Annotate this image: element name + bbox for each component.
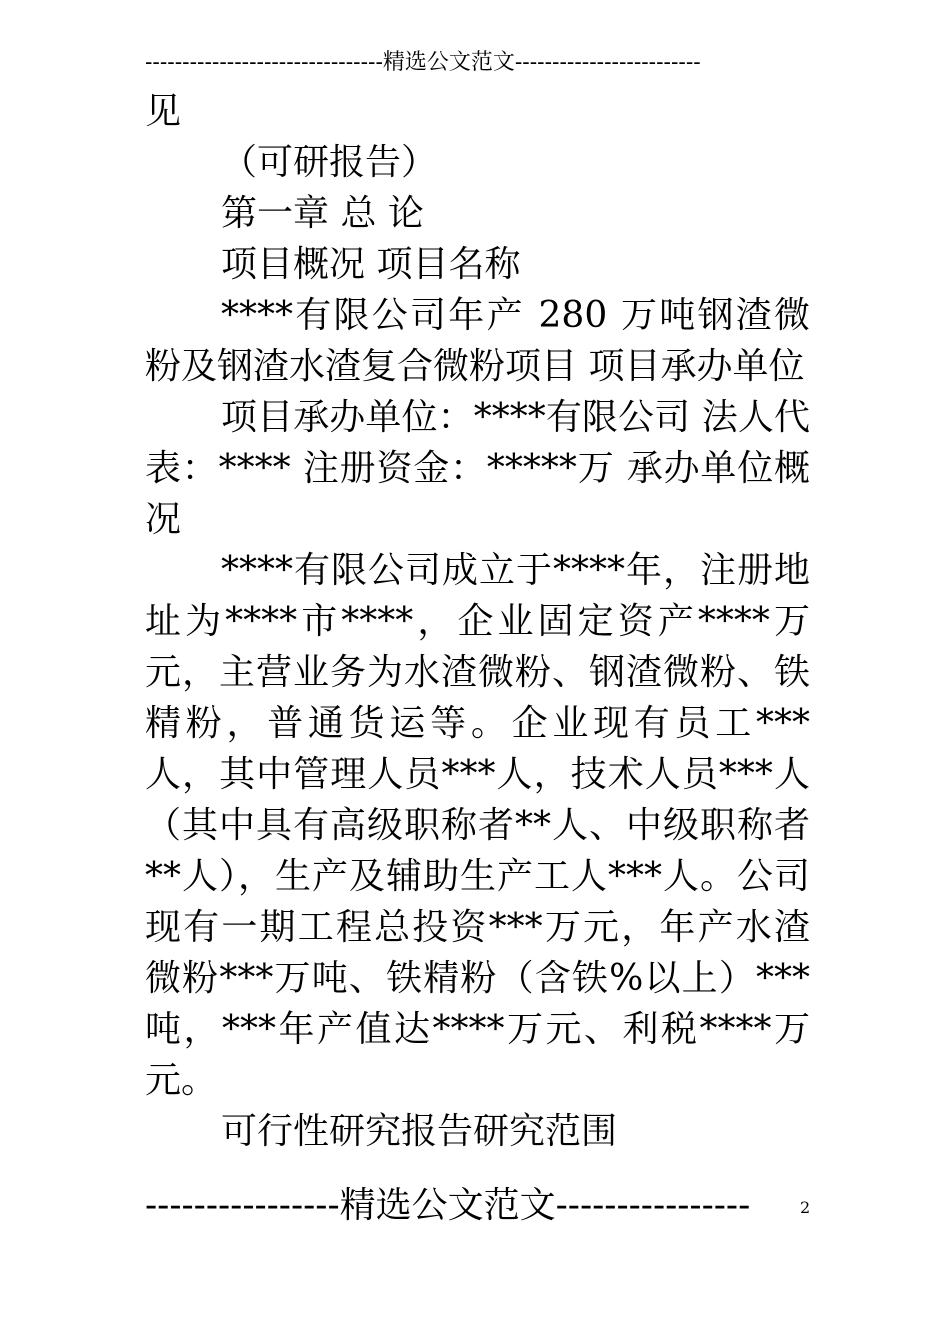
report-type-line: （可研报告）: [221, 142, 438, 183]
page-number: 2: [800, 1198, 811, 1217]
section-heading: 项目概况 项目名称: [221, 244, 521, 285]
page-footer: ----------------精选公文范文----------------: [145, 1185, 751, 1226]
project-name-paragraph: ****有限公司年产 280 万吨钢渣微粉及钢渣水渣复合微粉项目 项目承办单位: [145, 295, 810, 387]
research-scope-heading: 可行性研究报告研究范围: [221, 1111, 618, 1152]
company-overview-paragraph: ****有限公司成立于****年，注册地址为****市****，企业固定资产****万元，主营业务为水渣微粉、钢渣微粉、铁精粉，普通货运等。企业现有员工***人，其中管理人员***人，技术人员***人（其中具有高级职称者**人、中级职称者**人），生产及辅助生产工人***人。公司现有一期工程总投资***万元，年产水渣微粉***万吨、铁精粉（含铁%以上）***吨，***年产值达****万元、利税****万元。: [145, 550, 810, 1101]
document-body: [145, 86, 810, 1157]
text-line-continuation: 见: [145, 91, 182, 132]
page-header: --------------------------------精选公文范文-------------------------: [145, 50, 701, 75]
chapter-heading: 第一章 总 论: [221, 193, 424, 234]
company-info-paragraph: 项目承办单位：****有限公司 法人代表：**** 注册资金：*****万 承办单位概况: [145, 397, 810, 540]
